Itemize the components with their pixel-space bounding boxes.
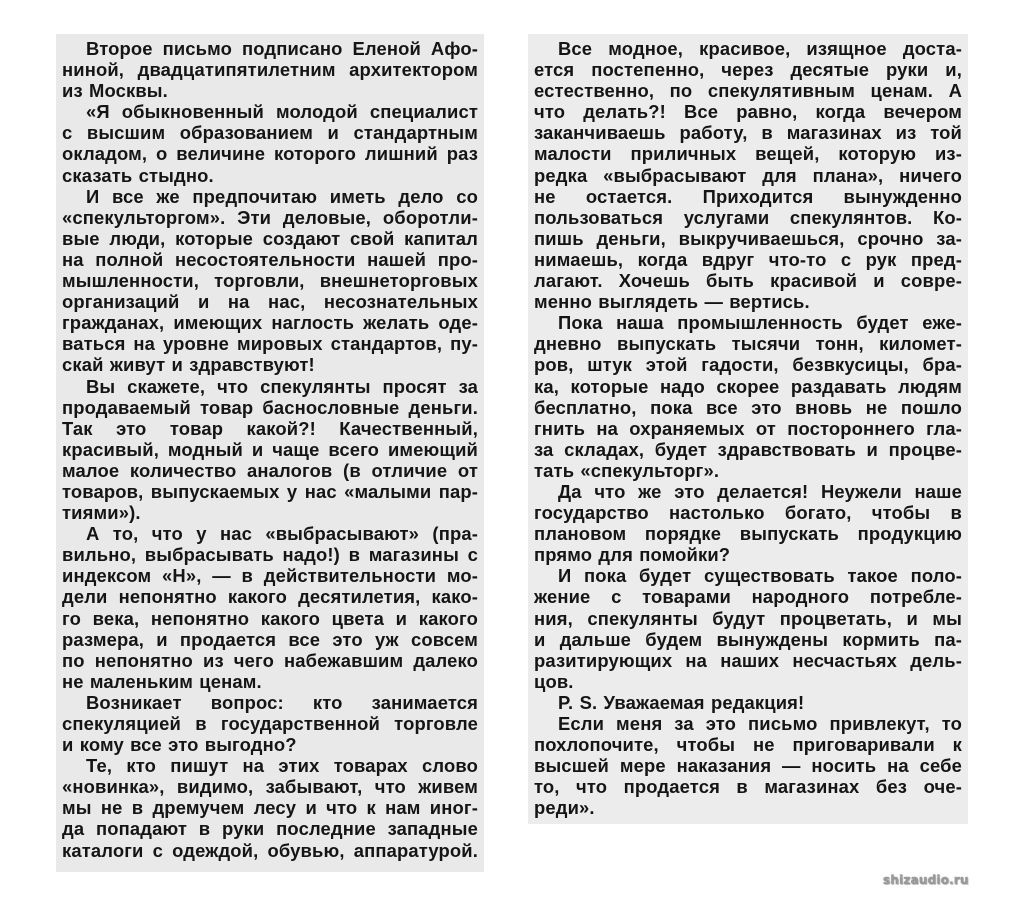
text-line: организаций и на нас, несознательных <box>62 291 478 313</box>
text-line: окладом, о величине которого лишний раз <box>62 143 478 165</box>
text-line: из Москвы. <box>62 80 168 102</box>
text-line: ров, штук этой гадости, безвкусицы, бра- <box>534 354 962 376</box>
text-line: естественно, по спекулятивным ценам. А <box>534 80 962 102</box>
text-line: государство настолько богато, чтобы в <box>534 502 962 524</box>
text-line: скай живут и здравствуют! <box>62 354 315 376</box>
text-line: разитирующих на наших несчастьях дель- <box>534 649 962 671</box>
text-line: «спекульторгом». Эти деловые, оборотли- <box>62 206 478 228</box>
text-line: менно выглядеть — вертись. <box>534 291 810 313</box>
text-line: Так это товар какой?! Качественный, <box>62 417 478 439</box>
text-line: Вы скажете, что спекулянты просят за <box>86 375 478 397</box>
text-line: пользоваться услугами спекулянтов. Ко- <box>534 206 962 228</box>
text-line: сказать стыдно. <box>62 164 214 186</box>
text-line: не маленьким ценам. <box>62 670 262 692</box>
text-line: пишь деньги, выкручиваешься, срочно за- <box>534 227 962 249</box>
text-line: и кому все это выгодно? <box>62 734 297 756</box>
text-line: Те, кто пишут на этих товарах слово <box>86 755 478 777</box>
right-column <box>528 34 968 824</box>
text-line: дели непонятно какого десятилетия, како- <box>62 586 478 608</box>
text-line: высшей мере наказания — носить на себе <box>534 755 962 777</box>
text-line: мышленности, торговли, внешнеторговых <box>62 270 478 292</box>
text-line: по непонятно из чего набежавшим далеко <box>62 649 478 671</box>
text-line: Да что же это делается! Неужели наше <box>558 480 962 502</box>
text-line: вые люди, которые создают свой капитал <box>62 227 478 249</box>
text-line: цов. <box>534 670 574 692</box>
text-line: «Я обыкновенный молодой специалист <box>86 101 478 123</box>
text-line: И все же предпочитаю иметь дело со <box>86 185 478 207</box>
text-line: размера, и продается все это уж совсем <box>62 628 478 650</box>
text-line: индексом «Н», — в действительности мо- <box>62 565 478 587</box>
text-line: малости приличных вещей, которую из- <box>534 143 962 165</box>
text-line: на полной несостоятельности нашей про- <box>62 248 478 270</box>
text-line: И пока будет существовать такое поло- <box>558 565 962 587</box>
text-line: вильно, выбрасывать надо!) в магазины с <box>62 544 478 566</box>
text-line: что делать?! Все равно, когда вечером <box>534 101 962 123</box>
text-line: ка, которые надо скорее раздавать людям <box>534 375 962 397</box>
text-line: Возникает вопрос: кто занимается <box>86 691 478 713</box>
closing-paragraph <box>534 713 962 818</box>
text-line: нимаешь, когда вдруг что-то с рук пред- <box>534 248 962 270</box>
text-line: с высшим образованием и стандартным <box>62 122 478 144</box>
text-line: гнить на охраняемых от постороннего гла- <box>534 417 962 439</box>
text-line: Если меня за это письмо привлекут, то <box>558 713 962 734</box>
text-line: ется постепенно, через десятые руки и, <box>534 59 962 81</box>
text-line: мы не в дремучем лесу и что к нам иног- <box>62 797 478 819</box>
text-line: Все модное, красивое, изящное доста- <box>558 38 962 59</box>
postscript-text: Уважаемая редакция! <box>597 691 805 713</box>
text-line: «новинка», видимо, забывают, что живем <box>62 776 478 798</box>
left-column <box>56 34 484 872</box>
text-line: товаров, выпускаемых у нас «малыми пар- <box>62 480 478 502</box>
text-line: прямо для помойки? <box>534 544 731 566</box>
text-line: похлопочите, чтобы не приговаривали к <box>534 734 962 756</box>
text-line: Пока наша промышленность будет еже- <box>558 312 962 334</box>
text-line: то, что продается в магазинах без оче- <box>534 776 962 798</box>
text-line: реди». <box>534 797 595 819</box>
text-line: го века, непонятно какого цвета и какого <box>62 607 478 629</box>
text-line: ниной, двадцатипятилетним архитектором <box>62 59 478 81</box>
text-line: заканчиваешь работу, в магазинах из той <box>534 122 962 144</box>
text-line: малое количество аналогов (в отличие от <box>62 459 478 481</box>
text-line: плановом порядке выпускать продукцию <box>534 523 962 545</box>
text-line: тиями»). <box>62 502 141 524</box>
text-line: спекуляцией в государственной торговле <box>62 713 478 734</box>
text-line: не остается. Приходится вынужденно <box>534 185 962 207</box>
text-line: ваться на уровне мировых стандартов, пу- <box>62 333 478 355</box>
text-line: дневно выпускать тысячи тонн, километ- <box>534 333 962 355</box>
postscript-mark: P. S. <box>558 691 598 713</box>
text-line: редка «выбрасывают для плана», ничего <box>534 164 962 186</box>
postscript-line <box>534 692 962 713</box>
text-line: тать «спекульторг». <box>534 459 720 481</box>
text-line: каталоги с одеждой, обувью, аппаратурой. <box>62 839 478 861</box>
text-line: лагают. Хочешь быть красивой и совре- <box>534 270 962 292</box>
text-line: Второе письмо подписано Еленой Афо- <box>86 38 478 59</box>
text-line: красивый, модный и чаще всего имеющий <box>62 438 478 460</box>
text-line: жение с товарами народного потребле- <box>534 586 962 608</box>
watermark: shizaudio.ru <box>883 873 969 887</box>
right-column-body <box>534 38 962 692</box>
text-line: да попадают в руки последние западные <box>62 818 478 840</box>
text-line: продаваемый товар баснословные деньги. <box>62 396 478 418</box>
text-line: бесплатно, пока все это вновь не пошло <box>534 396 962 418</box>
text-line: А то, что у нас «выбрасывают» (пра- <box>86 523 478 545</box>
text-line: за складах, будет здравствовать и процве- <box>534 438 962 460</box>
text-line: гражданах, имеющих наглость желать оде- <box>62 312 478 334</box>
text-line: ния, спекулянты будут процветать, и мы <box>534 607 962 629</box>
text-line: и дальше будем вынуждены кормить па- <box>534 628 962 650</box>
